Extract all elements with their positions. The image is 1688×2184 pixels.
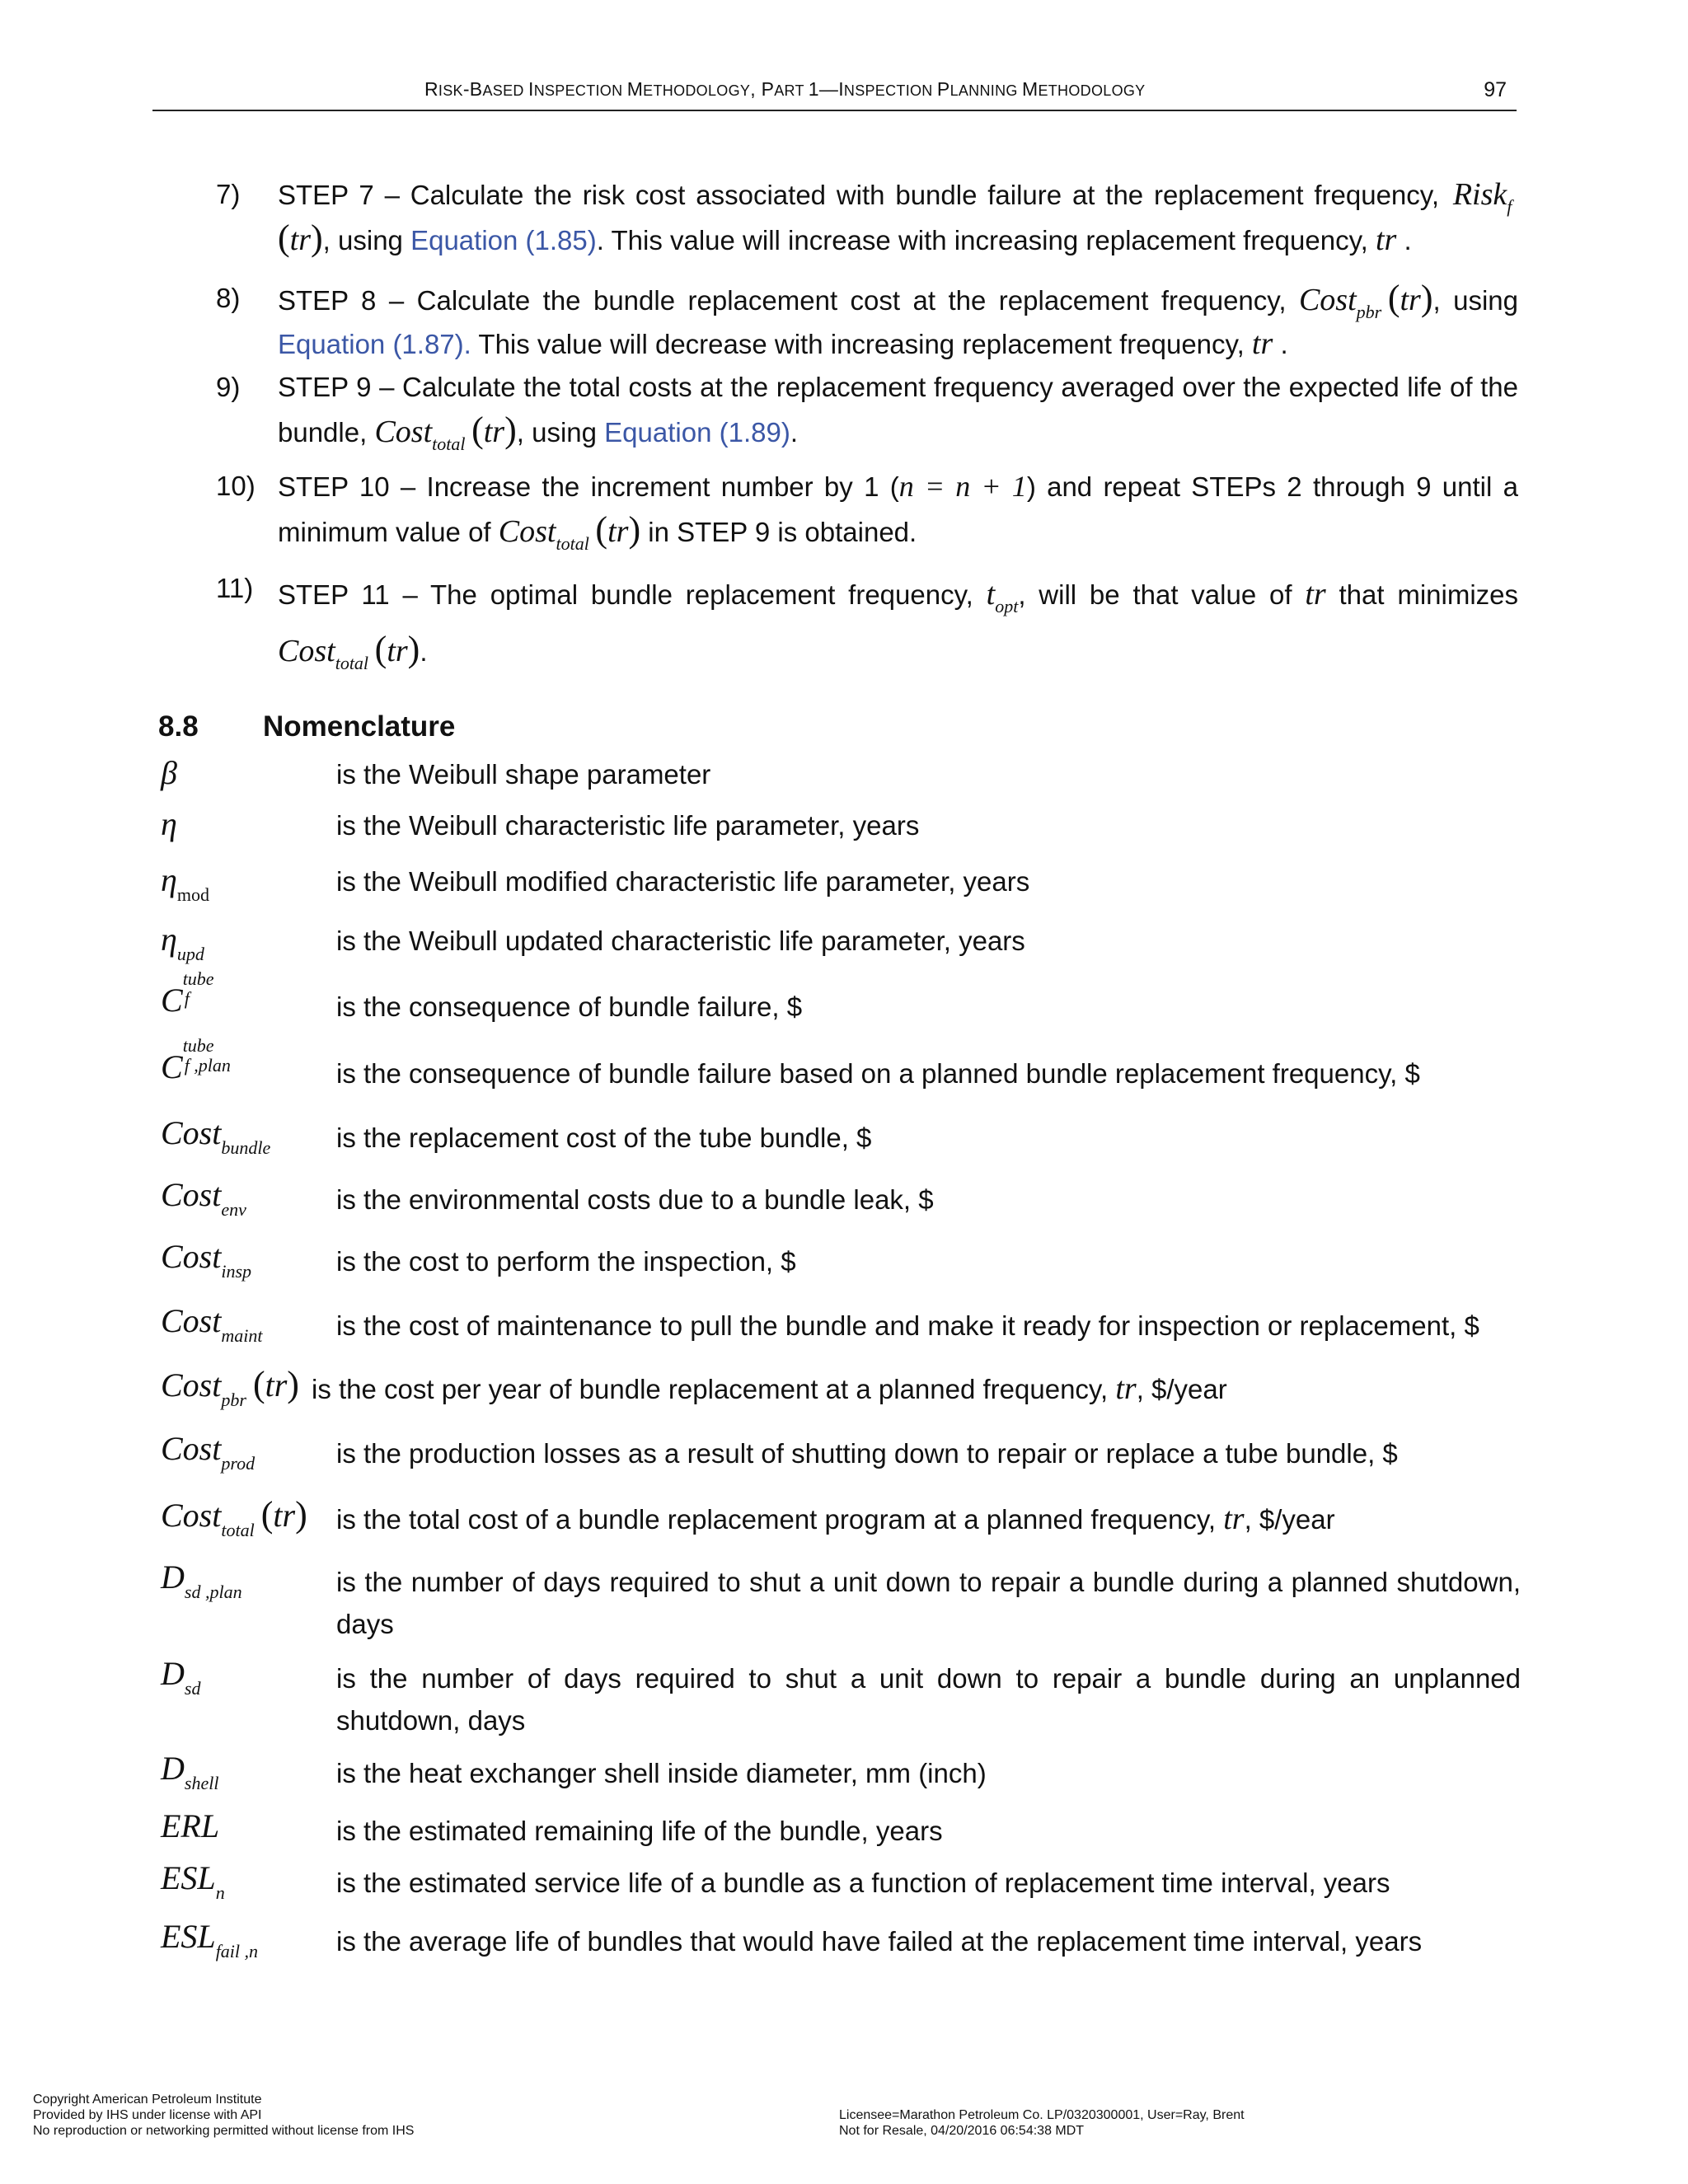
symbol-base: Cost — [1298, 283, 1357, 317]
nomenclature-symbol — [161, 1807, 219, 1845]
step-text: STEP 11 – The optimal bundle replacement frequency, — [278, 579, 973, 610]
nomenclature-description: is the Weibull characteristic life parameter, years — [336, 810, 920, 841]
step-text: . — [790, 417, 798, 448]
symbol-subscript: total — [556, 533, 589, 554]
nomenclature-description: is the cost to perform the inspection, $ — [336, 1246, 796, 1277]
symbol-base: η — [161, 805, 177, 842]
symbol-base: ESL — [161, 1918, 216, 1955]
nomenclature-description: is the estimated remaining life of the bundle, years — [336, 1816, 943, 1846]
nomenclature-symbol — [161, 1113, 271, 1158]
symbol-subscript: total — [432, 434, 466, 454]
variable: tr — [1375, 223, 1397, 257]
symbol-subscript: total — [335, 653, 369, 673]
symbol-subscript: n — [215, 1882, 225, 1903]
step-symbol: Cost$_{total}$ (tr) — [278, 629, 420, 673]
step-body — [278, 173, 1518, 262]
header-title-part: ISK — [438, 82, 463, 99]
step-symbol: Cost$_{pbr}$ (tr) — [1298, 278, 1433, 322]
nomenclature-description: is the estimated service life of a bundle as a function of replacement time interval, years — [336, 1868, 1390, 1898]
header-title-part: I — [528, 78, 534, 100]
header-title-part: M — [1021, 78, 1039, 100]
page-number: 97 — [1484, 78, 1507, 101]
nomenclature-symbol — [161, 1237, 252, 1282]
nomenclature-description: is the heat exchanger shell inside diameter, mm (inch) — [336, 1758, 987, 1788]
symbol-argument: tr — [273, 1497, 296, 1534]
symbol-base: Cost — [161, 1430, 222, 1467]
symbol-subscript: fail ,n — [215, 1941, 259, 1961]
symbol-subscript: maint — [221, 1325, 263, 1346]
symbol-base: ERL — [161, 1807, 220, 1844]
nomenclature-description: is the Weibull shape parameter — [336, 759, 711, 790]
step-text: . — [1404, 225, 1412, 255]
header-title-part: -B — [462, 78, 483, 100]
header-title-part: ART — [774, 82, 809, 99]
symbol-subscript: insp — [221, 1261, 252, 1282]
equation-link[interactable]: Equation (1.85) — [410, 225, 597, 255]
variable: tr — [1115, 1371, 1137, 1406]
symbol-subscript: opt — [995, 596, 1019, 616]
step-text: , will be that value of — [1018, 579, 1292, 610]
nomenclature-symbol — [161, 968, 249, 1019]
symbol-base: Cost — [161, 1366, 222, 1404]
nomenclature-description — [312, 1368, 1521, 1410]
footer-right — [839, 2107, 1245, 2139]
symbol-subscript: f — [1507, 196, 1512, 217]
header-title-part: LANNING — [950, 82, 1022, 99]
step-symbol — [986, 577, 1019, 616]
nomenclature-symbol — [161, 1429, 256, 1474]
script-stack — [182, 1035, 257, 1078]
script-stack — [182, 968, 249, 1011]
variable: tr — [1305, 577, 1326, 612]
step-number: 9) — [216, 372, 241, 402]
nomenclature-description: is the cost of maintenance to pull the bundle and make it ready for inspection or replacement, $ — [336, 1310, 1479, 1341]
symbol-subscript: prod — [221, 1453, 256, 1474]
symbol-subscript: env — [221, 1199, 246, 1220]
symbol-subscript: bundle — [221, 1137, 271, 1158]
symbol-base: β — [161, 754, 177, 791]
running-header — [152, 77, 1517, 111]
symbol-base: Cost — [161, 1497, 222, 1534]
step-body — [278, 366, 1518, 454]
nomenclature-symbol — [161, 804, 177, 843]
nomenclature-description: is the replacement cost of the tube bundle, $ — [336, 1122, 872, 1153]
step-number: 8) — [216, 283, 241, 313]
symbol-subscript: pbr — [1356, 302, 1382, 322]
nomenclature-symbol — [161, 1558, 242, 1602]
step-text: STEP 7 – Calculate the risk cost associated with bundle failure at the replacement frequency, — [278, 180, 1440, 210]
step-symbol: Cost$_{total}$ (tr) — [374, 410, 517, 454]
step-number: 7) — [216, 179, 241, 209]
nomenclature-symbol — [161, 1035, 257, 1086]
symbol-base: Cost — [161, 1238, 222, 1275]
nomenclature-symbol — [161, 1917, 259, 1961]
symbol-subscript: shell — [184, 1773, 219, 1793]
nomenclature-symbol — [161, 1654, 201, 1699]
step-body — [278, 277, 1518, 366]
section-title: Nomenclature — [263, 710, 456, 743]
symbol-base: C — [161, 1048, 183, 1085]
symbol-subscript: pbr — [221, 1390, 246, 1410]
step-text: . — [1280, 329, 1288, 359]
nomenclature-symbol: Cost$_{pbr}$ (tr) — [161, 1364, 299, 1410]
nomenclature-description: is the production losses as a result of shutting down to repair or replace a tube bundle, $ — [336, 1438, 1398, 1469]
symbol-argument: tr — [265, 1366, 288, 1404]
step-symbol: Risk$_f$ (tr) — [278, 177, 1512, 258]
symbol-argument: tr — [1400, 283, 1421, 317]
header-title-part: , P — [750, 78, 775, 100]
footer-line: Copyright American Petroleum Institute — [33, 2093, 262, 2107]
symbol-base: D — [161, 1655, 185, 1692]
section-heading — [158, 710, 456, 743]
symbol-subscript: sd — [184, 1678, 201, 1699]
footer-left — [33, 2092, 414, 2139]
nomenclature-symbol — [161, 1301, 263, 1346]
nomenclature-symbol — [161, 920, 204, 964]
nomenclature-description: is the number of days required to shut a unit down to repair a bundle during a planned shutdown, days — [336, 1567, 1521, 1639]
step-text: STEP 10 – Increase the increment number by 1 ( — [278, 471, 899, 502]
symbol-base: Cost — [161, 1114, 222, 1151]
footer-line: Not for Resale, 04/20/2016 06:54:38 MDT — [839, 2124, 1085, 2138]
footer-line: No reproduction or networking permitted without license from IHS — [33, 2124, 415, 2138]
symbol-base: ESL — [161, 1859, 216, 1896]
header-title-part: NSPECTION — [533, 82, 627, 99]
step-body — [278, 567, 1518, 679]
symbol-subscript: sd ,plan — [184, 1582, 242, 1602]
symbol-argument: tr — [289, 223, 312, 257]
nomenclature-description: is the environmental costs due to a bundle leak, $ — [336, 1184, 934, 1215]
step-text: that minimizes — [1339, 579, 1519, 610]
symbol-base: Cost — [278, 634, 335, 668]
symbol-subscript: mod — [176, 884, 209, 905]
step-text: , using — [322, 225, 403, 255]
description-text: , $/year — [1244, 1504, 1335, 1535]
header-title-part: M — [626, 78, 644, 100]
nomenclature-description — [336, 1498, 1521, 1540]
nomenclature-description: is the consequence of bundle failure based on a planned bundle replacement frequency, $ — [336, 1058, 1420, 1089]
step-number: 10) — [216, 471, 256, 501]
step-text: , using — [1432, 285, 1519, 316]
nomenclature-symbol: Cost$_{total}$ (tr) — [161, 1494, 307, 1540]
header-title-part: R — [424, 78, 438, 100]
nomenclature-description: is the average life of bundles that would have failed at the replacement time interval, years — [336, 1926, 1423, 1957]
nomenclature-symbol — [161, 1858, 225, 1903]
step-text: . — [420, 636, 428, 667]
nomenclature-description: is the Weibull modified characteristic life parameter, years — [336, 866, 1030, 897]
description-text: is the total cost of a bundle replacement program at a planned frequency, — [336, 1504, 1217, 1535]
section-number: 8.8 — [158, 710, 199, 743]
header-title-part: ASED — [482, 82, 528, 99]
footer-line: Provided by IHS under license with API — [33, 2108, 262, 2122]
symbol-argument: tr — [387, 634, 408, 668]
step-text: ) and repeat STEPs 2 through 9 until a minimum value of — [278, 471, 1518, 547]
variable: tr — [1223, 1502, 1245, 1536]
symbol-superscript: tube — [182, 1035, 214, 1056]
symbol-subscript: upd — [176, 944, 204, 964]
nomenclature-description: is the consequence of bundle failure, $ — [336, 991, 803, 1022]
header-title-part: NSPECTION — [843, 82, 937, 99]
equation-link[interactable]: Equation (1.89) — [604, 417, 790, 448]
step-text: , using — [516, 417, 597, 448]
variable: tr — [1251, 326, 1273, 361]
step-text: STEP 9 – Calculate the total costs at the replacement frequency averaged over the expected life of the bundle, — [278, 372, 1518, 448]
symbol-argument: tr — [607, 514, 629, 549]
description-text: is the cost per year of bundle replacement at a planned frequency, — [312, 1374, 1109, 1404]
header-title — [424, 78, 1145, 101]
nomenclature-symbol — [161, 860, 209, 905]
equation-link[interactable]: Equation (1.87). — [278, 329, 471, 359]
nomenclature-symbol — [161, 1175, 246, 1220]
header-title-part: ETHODOLOGY — [643, 82, 751, 99]
symbol-base: Cost — [161, 1302, 222, 1339]
step-body — [278, 465, 1518, 554]
step-text: in STEP 9 is obtained. — [648, 517, 917, 547]
symbol-base: Cost — [374, 415, 433, 449]
footer-line: Licensee=Marathon Petroleum Co. LP/0320300001, User=Ray, Brent — [839, 2108, 1245, 2122]
symbol-subscript: f — [184, 988, 190, 1009]
symbol-base: Risk — [1452, 177, 1507, 212]
header-title-part: P — [936, 78, 950, 100]
nomenclature-symbol — [161, 753, 177, 792]
symbol-argument: tr — [483, 415, 505, 449]
equation-inline: n = n + 1 — [898, 470, 1027, 503]
header-title-part: ETHODOLOGY — [1038, 82, 1146, 99]
symbol-base: η — [161, 861, 177, 898]
symbol-subscript: total — [221, 1520, 255, 1540]
symbol-base: t — [986, 577, 996, 612]
symbol-base: Cost — [498, 514, 556, 549]
nomenclature-description: is the number of days required to shut a unit down to repair a bundle during an unplanned shutdown, days — [336, 1663, 1521, 1736]
symbol-base: D — [161, 1558, 185, 1596]
symbol-base: η — [161, 921, 177, 958]
step-symbol: Cost$_{total}$ (tr) — [498, 509, 641, 554]
step-text: This value will decrease with increasing replacement frequency, — [478, 329, 1245, 359]
nomenclature-description: is the Weibull updated characteristic life parameter, years — [336, 926, 1025, 956]
symbol-base: Cost — [161, 1176, 222, 1213]
nomenclature-symbol — [161, 1749, 219, 1793]
symbol-superscript: tube — [182, 968, 214, 989]
symbol-base: D — [161, 1750, 185, 1787]
header-title-part: 1—I — [808, 78, 844, 100]
step-text: . This value will increase with increasing replacement frequency, — [596, 225, 1368, 255]
description-text: , $/year — [1136, 1374, 1227, 1404]
step-number: 11) — [216, 573, 254, 603]
symbol-base: C — [161, 982, 183, 1019]
symbol-subscript: f ,plan — [184, 1055, 231, 1076]
step-text: STEP 8 – Calculate the bundle replacement cost at the replacement frequency, — [278, 285, 1287, 316]
